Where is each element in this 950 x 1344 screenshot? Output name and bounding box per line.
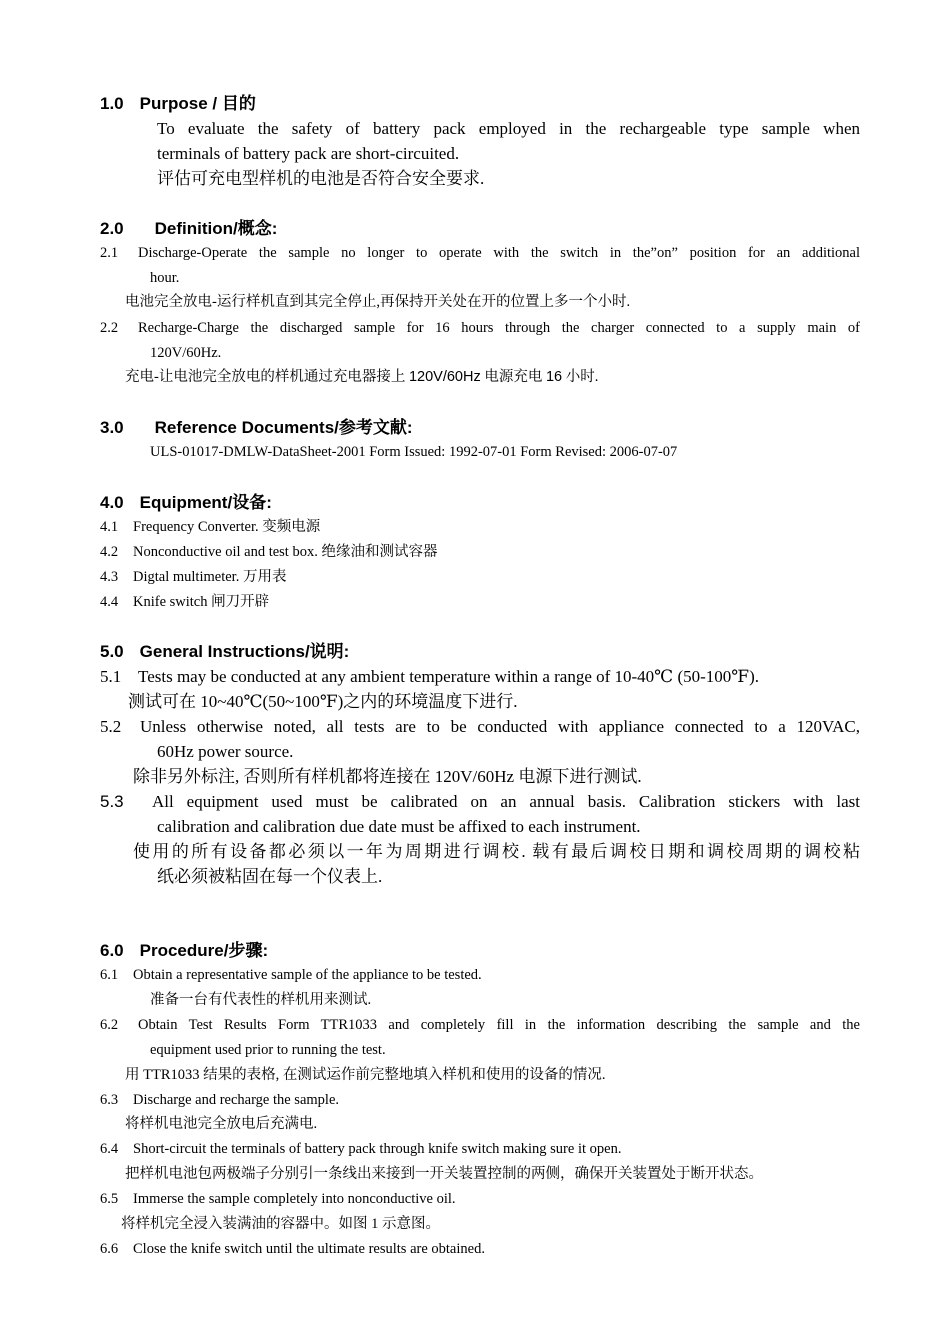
procedure-step-2-line-1: Obtain Test Results Form TTR1033 and completely fill in the information describing the sample and the xyxy=(138,1017,860,1033)
item-number: 6.3 xyxy=(100,1092,119,1108)
section-number: 2.0 xyxy=(100,219,124,238)
section-heading-procedure xyxy=(100,941,268,961)
procedure-step-3: Discharge and recharge the sample. xyxy=(133,1092,340,1108)
list-item xyxy=(100,519,320,536)
item-text: Knife switch 闸刀开辟 xyxy=(133,594,270,610)
item-number: 2.2 xyxy=(100,320,119,336)
section-number: 5.0 xyxy=(100,642,124,661)
section-heading-purpose xyxy=(100,94,256,114)
section-title: Procedure/步骤: xyxy=(139,941,269,960)
definition-discharge-line-1: Discharge-Operate the sample no longer to operate with the switch in the”on” position for an additional xyxy=(138,245,860,261)
instruction-power-line-2: 60Hz power source. xyxy=(157,742,294,761)
procedure-step-1-cn: 准备一台有代表性的样机用来测试. xyxy=(150,992,372,1008)
section-heading-instructions xyxy=(100,642,349,662)
section-title: Purpose / 目的 xyxy=(139,94,256,113)
definition-recharge-cn xyxy=(125,369,598,386)
procedure-step-5: Immerse the sample completely into nonconductive oil. xyxy=(133,1191,456,1207)
definition-discharge-cn: 电池完全放电-运行样机直到其完全停止,再保持开关处在开的位置上多一个小时. xyxy=(125,294,631,310)
cn-text: 电源充电 xyxy=(484,369,543,385)
procedure-step-2-cn: 用 TTR1033 结果的表格, 在测试运作前完整地填入样机和使用的设备的情况. xyxy=(125,1067,606,1083)
purpose-text-line-1: To evaluate the safety of battery pack employed in the rechargeable type sample when xyxy=(157,119,860,138)
voltage-text: 120V/60Hz xyxy=(408,369,481,385)
section-heading-equipment xyxy=(100,493,272,513)
section-title: Definition/概念: xyxy=(154,219,278,238)
purpose-text-cn: 评估可充电型样机的电池是否符合安全要求. xyxy=(157,169,485,188)
section-title: General Instructions/说明: xyxy=(139,642,350,661)
section-number: 6.0 xyxy=(100,941,124,960)
item-number: 6.4 xyxy=(100,1141,119,1157)
item-number: 5.1 xyxy=(100,667,122,686)
procedure-step-3-cn: 将样机电池完全放电后充满电. xyxy=(125,1116,318,1132)
procedure-step-1: Obtain a representative sample of the appliance to be tested. xyxy=(133,967,482,983)
section-number: 3.0 xyxy=(100,418,124,437)
hours-text: 16 xyxy=(545,369,563,385)
item-number: 6.6 xyxy=(100,1241,119,1257)
item-number: 4.2 xyxy=(100,544,119,560)
procedure-step-4-cn: 把样机电池包两极端子分别引一条线出来接到一开关装置控制的两侧，确保开关装置处于断开状态。 xyxy=(125,1166,763,1182)
cn-text: 小时. xyxy=(565,369,599,385)
procedure-step-6: Close the knife switch until the ultimate results are obtained. xyxy=(133,1241,485,1257)
procedure-step-2-line-2: equipment used prior to running the test. xyxy=(150,1042,386,1058)
instruction-temperature-cn: 测试可在 10~40℃(50~100℉)之内的环境温度下进行. xyxy=(128,692,518,711)
item-number: 4.3 xyxy=(100,569,119,585)
item-text: Frequency Converter. 变频电源 xyxy=(133,519,321,535)
instruction-calibration-cn-2: 纸必须被粘固在每一个仪表上. xyxy=(157,867,383,886)
procedure-step-5-cn: 将样机完全浸入装满油的容器中。如图 1 示意图。 xyxy=(121,1216,440,1232)
instruction-temperature-line-1: Tests may be conducted at any ambient temperature within a range of 10-40℃ (50-100℉). xyxy=(138,667,759,686)
list-item xyxy=(100,594,269,611)
item-number: 4.1 xyxy=(100,519,119,535)
item-text: Digtal multimeter. 万用表 xyxy=(133,569,287,585)
section-heading-reference xyxy=(100,418,413,438)
item-number: 6.5 xyxy=(100,1191,119,1207)
item-number: 6.1 xyxy=(100,967,119,983)
reference-document-line: ULS-01017-DMLW-DataSheet-2001 Form Issued: 1992-07-01 Form Revised: 2006-07-07 xyxy=(150,444,678,460)
item-text: Nonconductive oil and test box. 绝缘油和测试容器 xyxy=(133,544,438,560)
section-title: Reference Documents/参考文献: xyxy=(154,418,413,437)
definition-recharge-line-2: 120V/60Hz. xyxy=(150,345,222,361)
instruction-power-line-1: Unless otherwise noted, all tests are to be conducted with appliance connected to a 120VAC, xyxy=(140,717,860,736)
item-number: 5.2 xyxy=(100,717,122,736)
section-number: 1.0 xyxy=(100,94,124,113)
cn-text: 充电-让电池完全放电的样机通过充电器接上 xyxy=(125,369,406,385)
section-number: 4.0 xyxy=(100,493,124,512)
list-item xyxy=(100,544,437,561)
definition-discharge-line-2: hour. xyxy=(150,270,180,286)
item-number: 5.3 xyxy=(100,792,124,811)
item-number: 2.1 xyxy=(100,245,119,261)
section-title: Equipment/设备: xyxy=(139,493,272,512)
instruction-power-cn: 除非另外标注, 否则所有样机都将连接在 120V/60Hz 电源下进行测试. xyxy=(133,767,642,786)
section-heading-definition xyxy=(100,219,277,239)
instruction-calibration-line-1: All equipment used must be calibrated on an annual basis. Calibration stickers with last xyxy=(152,792,860,811)
instruction-calibration-line-2: calibration and calibration due date must be affixed to each instrument. xyxy=(157,817,641,836)
item-number: 4.4 xyxy=(100,594,119,610)
purpose-text-line-2: terminals of battery pack are short-circuited. xyxy=(157,144,460,163)
instruction-calibration-cn-1: 使用的所有设备都必须以一年为周期进行调校. 载有最后调校日期和调校周期的调校粘 xyxy=(133,842,860,861)
procedure-step-4: Short-circuit the terminals of battery pack through knife switch making sure it open. xyxy=(133,1141,622,1157)
definition-recharge-line-1: Recharge-Charge the discharged sample for 16 hours through the charger connected to a supply main of xyxy=(138,320,860,336)
list-item xyxy=(100,569,286,586)
item-number: 6.2 xyxy=(100,1017,119,1033)
